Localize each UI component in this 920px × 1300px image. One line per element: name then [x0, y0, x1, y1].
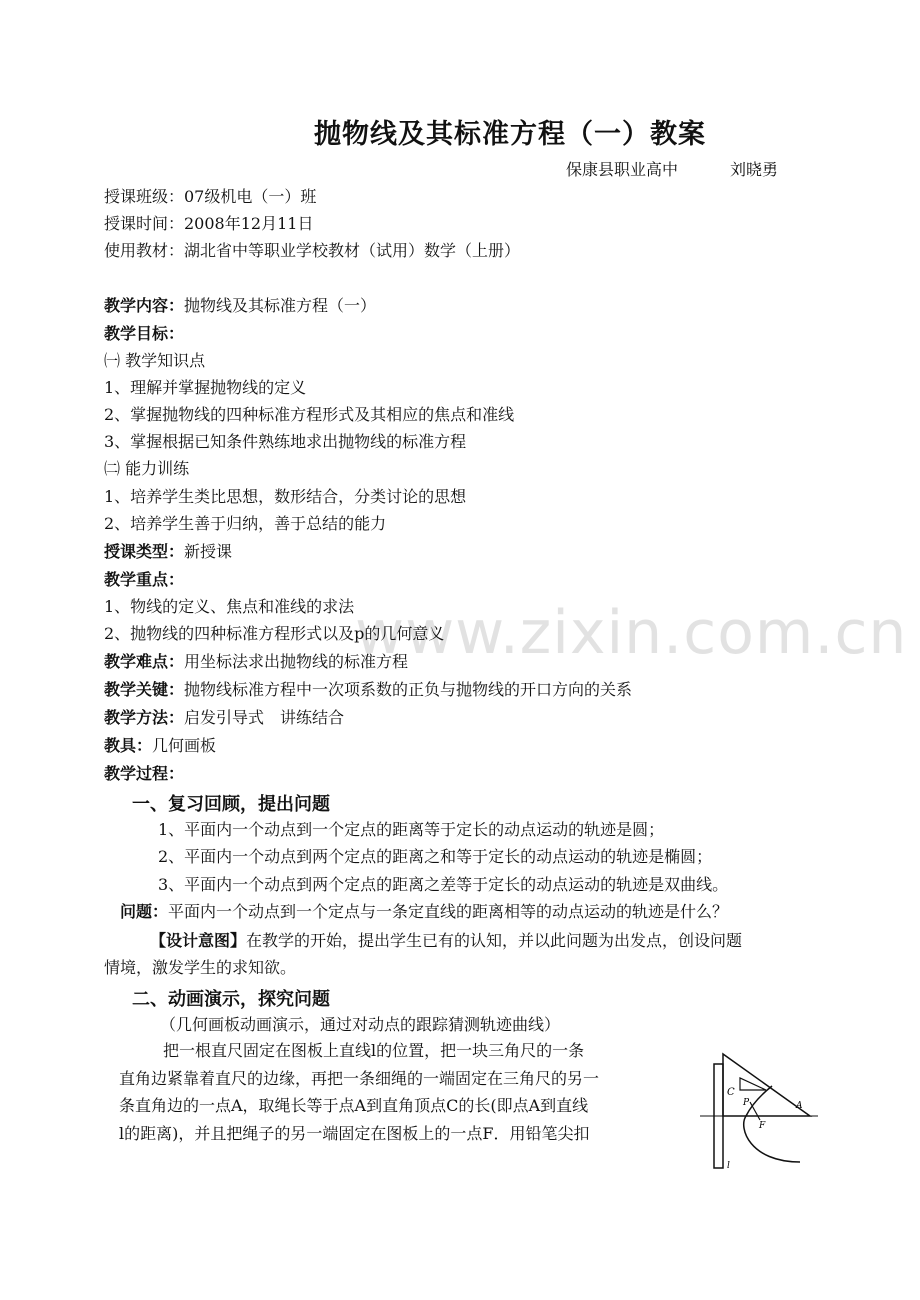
label-c: C	[727, 1087, 735, 1098]
method-label: 教学方法：	[104, 708, 185, 727]
process-label: 教学过程：	[104, 764, 185, 783]
tools-line	[104, 736, 216, 756]
goals-label: 教学目标：	[104, 324, 185, 343]
parabola-figure	[700, 1044, 820, 1174]
label-l: l	[727, 1161, 730, 1171]
goal-k2: 2、掌握抛物线的四种标准方程形式及其相应的焦点和准线	[104, 405, 515, 424]
demo-p3: 条直角边的一点A，取绳长等于点A到直角顶点C的长(即点A到直线	[119, 1096, 589, 1115]
label-p: P	[743, 1098, 750, 1108]
difficulty-label: 教学难点：	[104, 652, 185, 671]
focus-label: 教学重点：	[104, 570, 185, 589]
content-line	[104, 296, 376, 316]
goal-a2: 2、培养学生善于归纳，善于总结的能力	[104, 514, 387, 533]
review-2: 2、平面内一个动点到两个定点的距离之和等于定长的动点运动的轨迹是椭圆；	[158, 847, 713, 866]
section2-heading: 二、动画演示，探究问题	[132, 989, 330, 1010]
parabola-curve	[744, 1086, 800, 1162]
type-text: 新授课	[184, 542, 233, 561]
content-label: 教学内容：	[104, 296, 185, 315]
tools-text: 几何画板	[152, 736, 217, 755]
question-label: 问题：	[120, 902, 169, 921]
intent-text: 在教学的开始，提出学生已有的认知，并以此问题为出发点，创设问题	[246, 931, 743, 950]
goal-a1: 1、培养学生类比思想，数形结合，分类讨论的思想	[104, 487, 467, 506]
demo-p4: l的距离)，并且把绳子的另一端固定在图板上的一点F．用铅笔尖扣	[119, 1124, 590, 1143]
triangle-inner-shape	[740, 1078, 766, 1090]
question-line	[120, 902, 728, 922]
question-text: 平面内一个动点到一个定点与一条定直线的距离相等的动点运动的轨迹是什么？	[168, 902, 729, 921]
focus-f1: 1、物线的定义、焦点和准线的求法	[104, 597, 355, 616]
review-3: 3、平面内一个动点到两个定点的距离之差等于定长的动点运动的轨迹是双曲线。	[158, 875, 729, 894]
demo-p1: 把一根直尺固定在图板上直线l的位置，把一块三角尺的一条	[163, 1041, 585, 1060]
info-textbook: 使用教材：湖北省中等职业学校教材（试用）数学（上册）	[104, 241, 521, 260]
intent-line	[150, 931, 742, 951]
author-school: 保康县职业高中	[566, 160, 679, 179]
intent-label: 【设计意图】	[150, 931, 247, 950]
difficulty-text: 用坐标法求出抛物线的标准方程	[184, 652, 409, 671]
type-label: 授课类型：	[104, 542, 185, 561]
goals-sub1: ㈠ 教学知识点	[104, 351, 206, 370]
label-f: F	[759, 1121, 766, 1131]
tools-label: 教具：	[104, 736, 153, 755]
label-a: A	[796, 1101, 803, 1111]
method-text: 启发引导式 讲练结合	[184, 708, 345, 727]
document-title: 抛物线及其标准方程（一）教案	[314, 119, 706, 150]
key-label: 教学关键：	[104, 680, 185, 699]
demo-note: （几何画板动画演示，通过对动点的跟踪猜测轨迹曲线）	[160, 1015, 561, 1034]
watermark: www.zixin.com.cn	[355, 598, 908, 668]
string-line	[750, 1102, 760, 1120]
goal-k3: 3、掌握根据已知条件熟练地求出抛物线的标准方程	[104, 432, 467, 451]
goals-sub2: ㈡ 能力训练	[104, 459, 190, 478]
focus-f2: 2、抛物线的四种标准方程形式以及p的几何意义	[104, 624, 445, 643]
method-line	[104, 708, 344, 728]
key-text: 抛物线标准方程中一次项系数的正负与抛物线的开口方向的关系	[184, 680, 633, 699]
info-class: 授课班级：07级机电（一）班	[104, 187, 317, 206]
type-line	[104, 542, 232, 562]
difficulty-line	[104, 652, 408, 672]
demo-p2: 直角边紧靠着直尺的边缘，再把一条细绳的一端固定在三角尺的另一	[119, 1069, 600, 1088]
section1-heading: 一、复习回顾，提出问题	[132, 794, 330, 815]
review-1: 1、平面内一个动点到一个定点的距离等于定长的动点运动的轨迹是圆；	[158, 820, 665, 839]
intent-text-cont: 情境，激发学生的求知欲。	[104, 958, 297, 977]
content-text: 抛物线及其标准方程（一）	[184, 296, 377, 315]
goal-k1: 1、理解并掌握抛物线的定义	[104, 378, 307, 397]
info-date: 授课时间：2008年12月11日	[104, 214, 314, 233]
key-line	[104, 680, 632, 700]
author-name: 刘晓勇	[730, 160, 779, 179]
